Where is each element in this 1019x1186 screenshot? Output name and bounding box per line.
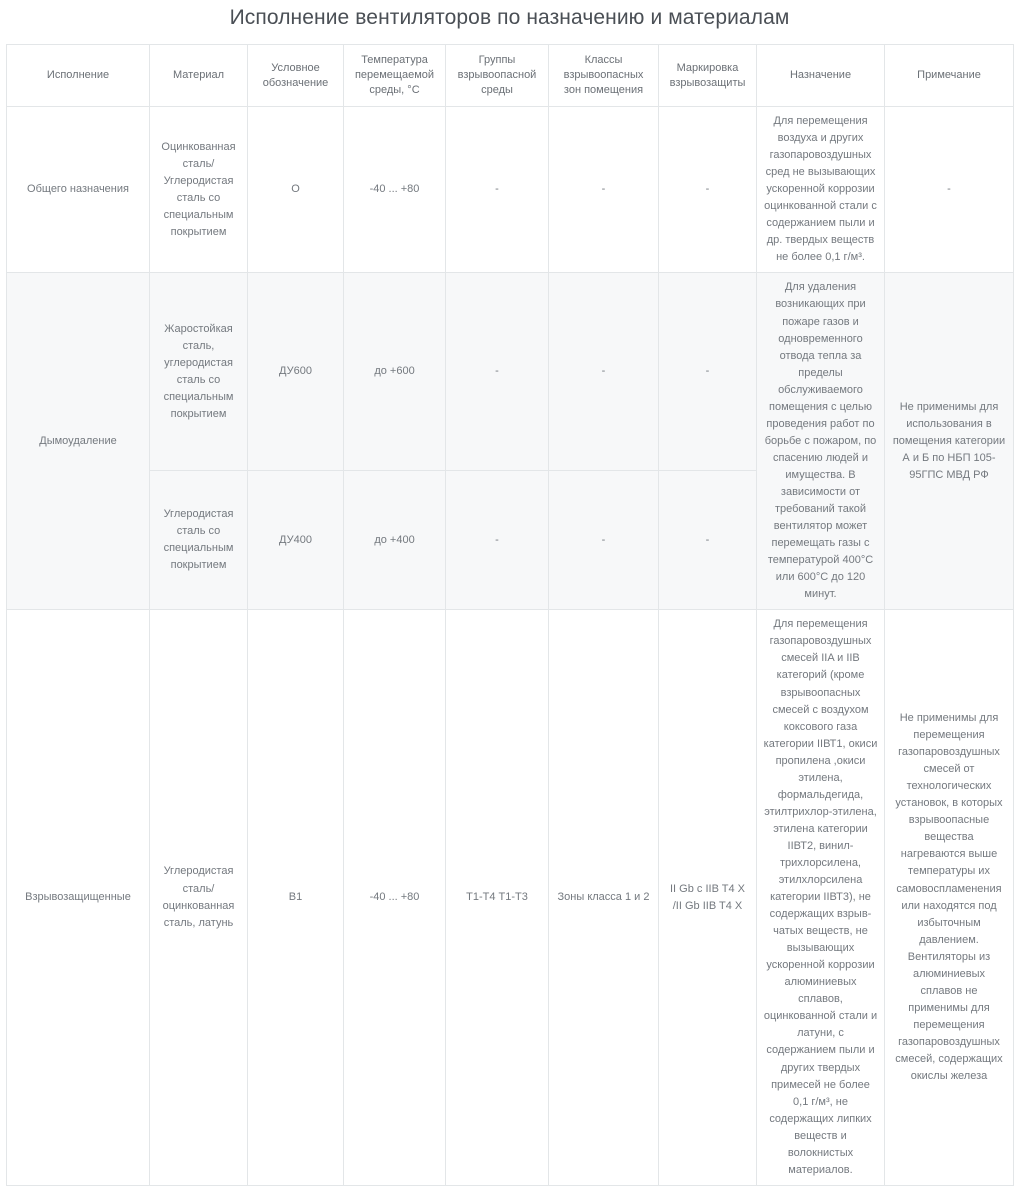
column-header-purpose: Назначение [757, 45, 885, 107]
table-row [7, 273, 1014, 471]
table-body [7, 107, 1014, 1186]
cell-zones: - [549, 471, 659, 610]
cell-temperature: до +400 [344, 471, 446, 610]
cell-material: Углеродистая сталь со специальным покрытием [150, 471, 248, 610]
cell-marking: - [659, 471, 757, 610]
column-header-temperature: Температура перемещаемой среды, °С [344, 45, 446, 107]
cell-zones: Зоны класса 1 и 2 [549, 610, 659, 1186]
fan-specification-table [6, 44, 1014, 1186]
cell-groups: - [446, 107, 549, 273]
cell-marking: II Gb c IIB T4 X /II Gb IIB T4 X [659, 610, 757, 1186]
column-header-explosive-groups: Группы взрывоопасной среды [446, 45, 549, 107]
page-title: Исполнение вентиляторов по назначению и материалам [229, 6, 790, 29]
cell-note: Не применимы для использования в помещения категории А и Б по НБП 105-95ГПС МВД РФ [885, 273, 1014, 610]
cell-temperature: -40 ... +80 [344, 610, 446, 1186]
cell-marking: - [659, 273, 757, 471]
cell-note: - [885, 107, 1014, 273]
row-name-general: Общего назначения [7, 107, 150, 273]
cell-material: Оцинкованная сталь/ Углеродистая сталь со специальным покрытием [150, 107, 248, 273]
cell-zones: - [549, 273, 659, 471]
cell-groups: - [446, 471, 549, 610]
cell-code: О [248, 107, 344, 273]
column-header-note: Примечание [885, 45, 1014, 107]
cell-code: ДУ400 [248, 471, 344, 610]
table-row [7, 107, 1014, 273]
cell-groups: Т1-Т4 Т1-Т3 [446, 610, 549, 1186]
column-header-hazard-zone-classes: Классы взрывоопасных зон помещения [549, 45, 659, 107]
table-header [7, 45, 1014, 107]
cell-groups: - [446, 273, 549, 471]
column-header-material: Материал [150, 45, 248, 107]
cell-marking: - [659, 107, 757, 273]
cell-purpose: Для перемещения воздуха и других газопаровоздушных сред не вызывающих ускоренной коррозии оцинкованной стали с содержанием пыли и др. твердых веществ не более 0,1 г/м³. [757, 107, 885, 273]
cell-code: В1 [248, 610, 344, 1186]
cell-purpose: Для перемещения газопаровоздушных смесей IIA и IIB категорий (кроме взрывоопасных смесей с воздухом коксового газа категории IIВТ1, окиси пропилена ,окиси этилена, формальдегида, этилтрихлор-этилена, этилена категории IIВТ2, винил-трихлорсилена, этилхлорсилена категории IIВТ3), не содержащих взрыв-чатых веществ, не вызывающих ускоренной коррозии алюминиевых сплавов, оцинкованной стали и латуни, с содержанием пыли и других твердых примесей не более 0,1 г/м³, не содержащих липких веществ и волокнистых материалов. [757, 610, 885, 1186]
cell-temperature: до +600 [344, 273, 446, 471]
cell-material: Углеродистая сталь/ оцинкованная сталь, латунь [150, 610, 248, 1186]
cell-zones: - [549, 107, 659, 273]
cell-material: Жаростойкая сталь, углеродистая сталь со специальным покрытием [150, 273, 248, 471]
column-header-code: Условное обозначение [248, 45, 344, 107]
column-header-explosion-marking: Маркировка взрывозащиты [659, 45, 757, 107]
table-header-row [7, 45, 1014, 107]
row-name-smoke-removal: Дымоудаление [7, 273, 150, 610]
cell-note: Не применимы для перемещения газопаровоздушных смесей от технологических установок, в которых взрывоопасные вещества нагреваются выше температуры их самовоспламенения или находятся под избыточным давлением. Вентиляторы из алюминиевых сплавов не применимы для перемещения газопаровоздушных смесей, содержащих окислы железа [885, 610, 1014, 1186]
cell-temperature: -40 ... +80 [344, 107, 446, 273]
cell-code: ДУ600 [248, 273, 344, 471]
cell-purpose: Для удаления возникающих при пожаре газов и одновременного отвода тепла за пределы обслуживаемого помещения с целью проведения работ по борьбе с пожаром, по спасению людей и имущества. В зависимости от требований такой вентилятор может перемещать газы с температурой 400°С или 600°С до 120 минут. [757, 273, 885, 610]
table-row [7, 610, 1014, 1186]
column-header-execution: Исполнение [7, 45, 150, 107]
row-name-explosion-proof: Взрывозащищенные [7, 610, 150, 1186]
